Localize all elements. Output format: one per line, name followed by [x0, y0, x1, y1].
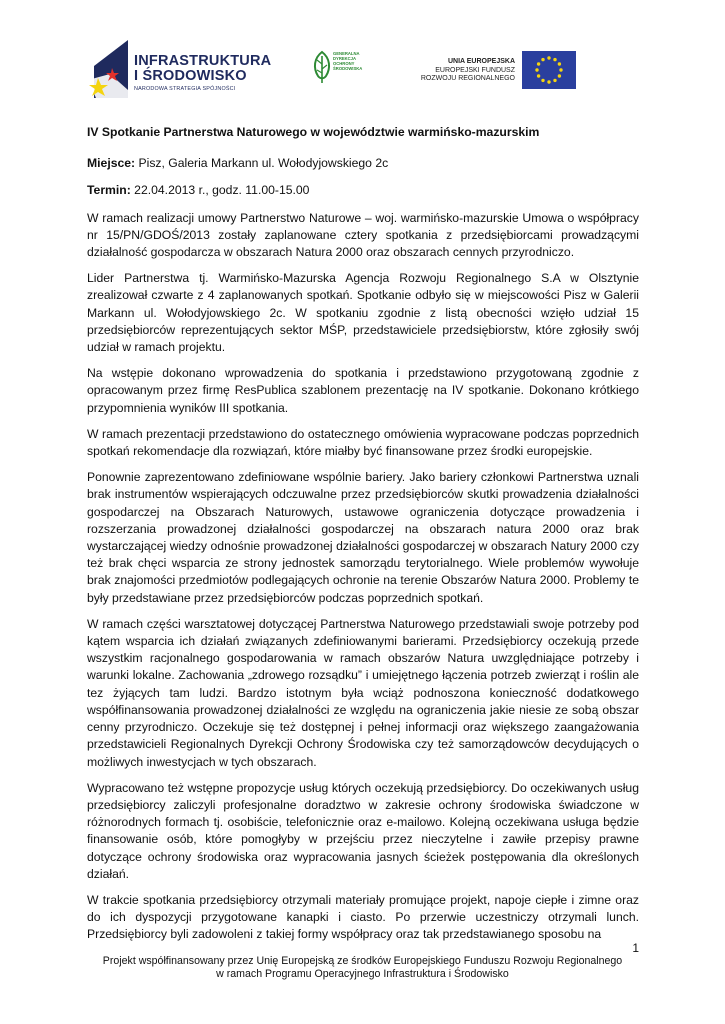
date-label: Termin:: [87, 183, 131, 198]
paragraph: W ramach realizacji umowy Partnerstwo Naturowe – woj. warmińsko-mazurskie Umowa o współpracy nr 15/PN/GDOŚ/2013 zostały zaplanowane cztery spotkania z przedsiębiorcami prowadzącymi działalność gospodarcza w obszarach Natura 2000 oraz obszarach cennych przyrodniczo.: [87, 210, 639, 260]
eu-logo-text: UNIA EUROPEJSKA EUROPEJSKI FUNDUSZ ROZWOJU REGIONALNEGO: [420, 58, 515, 82]
place-label: Miejsce:: [87, 156, 136, 171]
page-number: 1: [632, 941, 639, 955]
paragraph: Na wstępie dokonano wprowadzenia do spotkania i przedstawiono przygotowaną zgodnie z opracowanym przez firmę ResPublica szablonem prezentację na IV spotkanie. Dokonano krótkiego przypomnienia wyników III spotkania.: [87, 366, 639, 415]
paragraph: W ramach prezentacji przedstawiono do ostatecznego omówienia wypracowane podczas poprzednich spotkań rekomendacje dla rozwiązań, które miałby być finansowane przez środki europejskie.: [87, 426, 639, 459]
infrastruktura-logo-icon: [88, 40, 132, 98]
logo-title: INFRASTRUKTURA I ŚRODOWISKO: [134, 53, 272, 84]
paragraph: Lider Partnerstwa tj. Warmińsko-Mazurska Agencja Rozwoju Regionalnego S.A w Olsztynie zrealizował czwarte z 4 zaplanowanych spotkań. Spotkanie odbyło się w miejscowości Pisz w Galerii Markann ul. Wołodyjowskiego 2c. W spotkaniu zgodnie z listą obecności wzięło udział 15 przedsiębiorców reprezentujących sektor MŚP, przedstawiciele przedsiębiorstw, które zgłosiły swój udział w ramach projektu.: [87, 271, 639, 355]
meeting-place: [87, 155, 639, 172]
paragraph: Ponownie zaprezentowano zdefiniowane wspólnie bariery. Jako bariery członkowi Partnerstwa uznali brak instrumentów wspierających odczuwalne przez przedsiębiorców skutki prowadzenia działalności gospodarczej na Obszarach Naturowych, ustawowe ograniczenia dotyczące prowadzenia i rozszerzania prowadzonej działalności gospodarczej na obszarach natura 2000 oraz brak wystarczającej wiedzy odnośnie prowadzonej działalności gospodarczej w obszarach Natury 2000 czy też brak chęci wsparcia ze strony jednostek samorządu terytorialnego. Wiele problemów wywołuje brak znajomości przedmiotów podlegających ochronie na terenie Obszarów Natura 2000. Problemy te były przedstawiane przez przedsiębiorców podczas poprzednich spotkań.: [87, 470, 639, 605]
paragraph: W trakcie spotkania przedsiębiorcy otrzymali materiały promujące projekt, napoje ciepłe i zimne oraz do ich dyspozycji przygotowane kanapki i ciasto. Po przerwie uczestniczy otrzymali lunch. Przedsiębiorcy byli zadowoleni z takiej formy współpracy oraz tak przedstawianego sposobu na: [87, 892, 639, 942]
footer-line: Projekt współfinansowany przez Unię Europejską ze środków Europejskiego Funduszu Rozwoju Regionalnego: [102, 955, 623, 967]
paragraph: W ramach części warsztatowej dotyczącej Partnerstwa Naturowego przedstawiali swoje potrzeby pod kątem wsparcia ich działań związanych zdefiniowanymi barierami. Przedsiębiorcy oczekują przede wszystkim racjonalnego gospodarowania w ramach obszarów Natura uwzględniające potrzeby i warunki lokalne. Zachowania „zdrowego rozsądku” i umiejętnego łączenia potrzeb zwierząt i roślin ale tez żyjących tam ludzi. Bardzo istotnym była wciąż podnoszona konieczność dodatkowego współfinansowania prowadzonej działalności ze względu na ograniczenia jakie niesie ze sobą obszar cenny przyrodniczo. Oczekuje się też dostępnej i pełnej informacji oraz większego zaangażowania przedstawicieli Regionalnych Dyrekcji Ochrony Środowiska czy też samorządowców decydujących o możliwych inwestycjach w tych obszarach.: [87, 616, 639, 769]
page-footer: [60, 955, 665, 981]
meeting-date: [87, 182, 639, 199]
place-value: Pisz, Galeria Markann ul. Wołodyjowskiego 2c: [135, 156, 389, 171]
logo-subtitle: NARODOWA STRATEGIA SPÓJNOŚCI: [134, 86, 236, 92]
document-title: IV Spotkanie Partnerstwa Naturowego w województwie warmińsko-mazurskim: [87, 125, 540, 139]
eu-flag-icon: [522, 51, 576, 89]
date-value: 22.04.2013 r., godz. 11.00-15.00: [130, 183, 310, 198]
gdos-logo-text: GENERALNA DYREKCJA OCHRONY ŚRODOWISKA: [333, 51, 363, 71]
page-header: [0, 0, 725, 110]
paragraph: Wypracowano też wstępne propozycje usług których oczekują przedsiębiorcy. Do oczekiwanych usług przedsiębiorcy zaliczyli profesjonalne doradztwo w zakresie ochrony środowiska świadczone w różnorodnych formach tj. osobiście, telefonicznie oraz e-mailowo. Kolejną oczekiwana usługa będzie finansowanie osób, które pomogłyby w przejściu przez nieczytelne i zawiłe przepisy prawne dotyczące ochrony środowiska oraz wypracowania jasnych ścieżek postępowania dla określonych działań.: [87, 780, 639, 881]
footer-line: w ramach Programu Operacyjnego Infrastruktura i Środowisko: [216, 968, 509, 980]
gdos-leaf-logo-icon: [312, 50, 332, 84]
document-body: [87, 124, 639, 953]
